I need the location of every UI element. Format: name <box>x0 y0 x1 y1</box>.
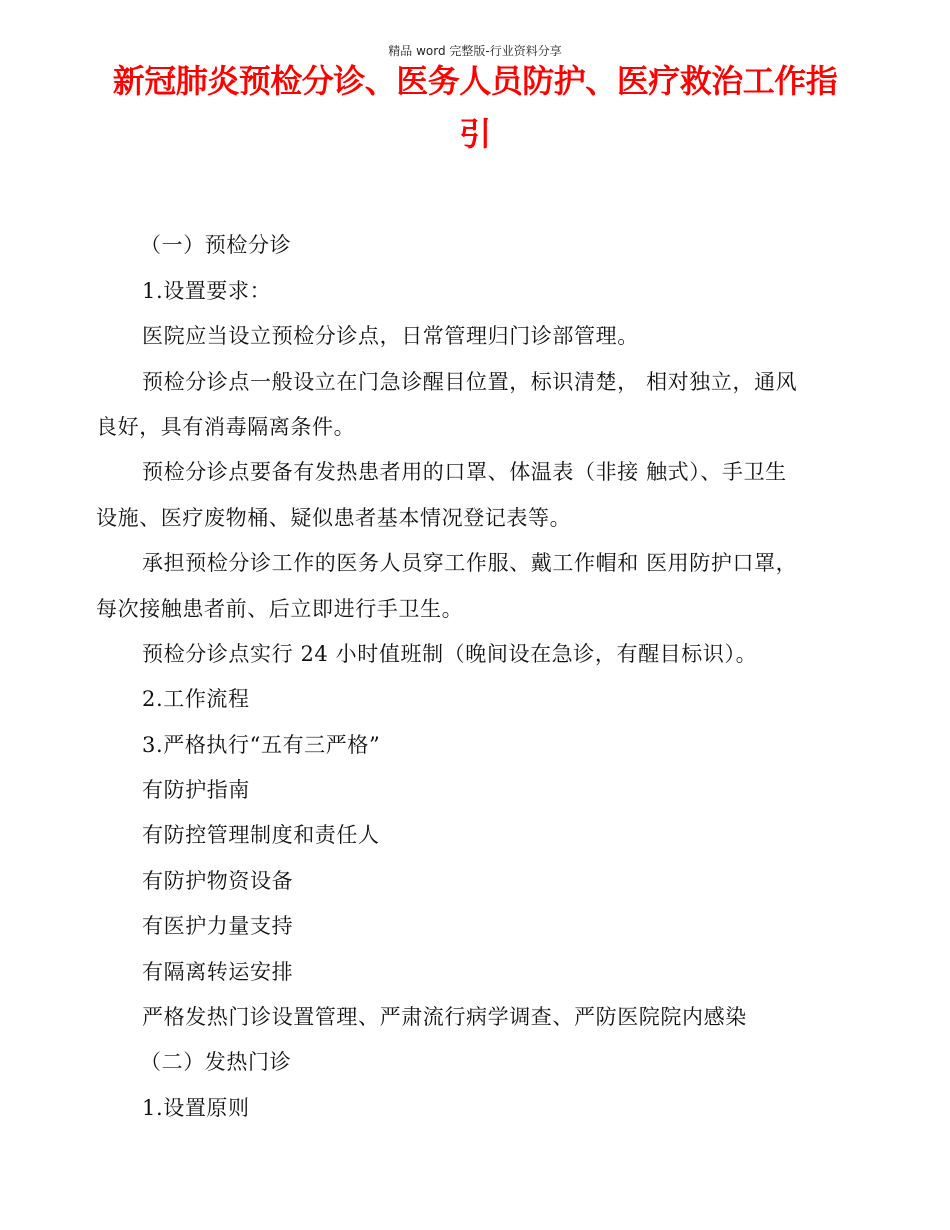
list-item: 有医护力量支持 <box>142 914 294 938</box>
subheading-setup-principle: 1.设置原则 <box>142 1096 250 1120</box>
subheading-setup-requirements: 1.设置要求： <box>142 279 272 303</box>
section-heading-triage: （一）预检分诊 <box>140 233 292 257</box>
list-item: 有防护物资设备 <box>142 869 294 893</box>
subheading-five-three: 3.严格执行“五有三严格” <box>142 733 381 757</box>
subheading-workflow: 2.工作流程 <box>142 687 250 711</box>
header-note: 精品 word 完整版-行业资料分享 <box>388 44 562 58</box>
paragraph-line: 医院应当设立预检分诊点，日常管理归门诊部管理。 <box>142 324 639 348</box>
list-item: 严格发热门诊设置管理、严肃流行病学调查、严防医院院内感染 <box>142 1005 747 1029</box>
paragraph-line: 承担预检分诊工作的医务人员穿工作服、戴工作帽和 医用防护口罩， <box>142 551 798 575</box>
paragraph-line: 设施、医疗废物桶、疑似患者基本情况登记表等。 <box>96 506 572 530</box>
paragraph-line: 预检分诊点实行 24 小时值班制（晚间设在急诊，有醒目标识）。 <box>142 642 758 666</box>
list-item: 有防控管理制度和责任人 <box>142 823 380 847</box>
paragraph-line: 良好，具有消毒隔离条件。 <box>96 415 356 439</box>
paragraph-line: 预检分诊点要备有发热患者用的口罩、体温表（非接 触式）、手卫生 <box>142 460 787 484</box>
paragraph-line: 预检分诊点一般设立在门急诊醒目位置，标识清楚， 相对独立，通风 <box>142 370 798 394</box>
page-title-line-1: 新冠肺炎预检分诊、医务人员防护、医疗救治工作指 <box>112 62 838 100</box>
paragraph-line: 每次接触患者前、后立即进行手卫生。 <box>96 597 464 621</box>
list-item: 有防护指南 <box>142 778 250 802</box>
section-heading-fever-clinic: （二）发热门诊 <box>140 1050 292 1074</box>
page-title-line-2: 引 <box>459 115 491 153</box>
list-item: 有隔离转运安排 <box>142 960 294 984</box>
